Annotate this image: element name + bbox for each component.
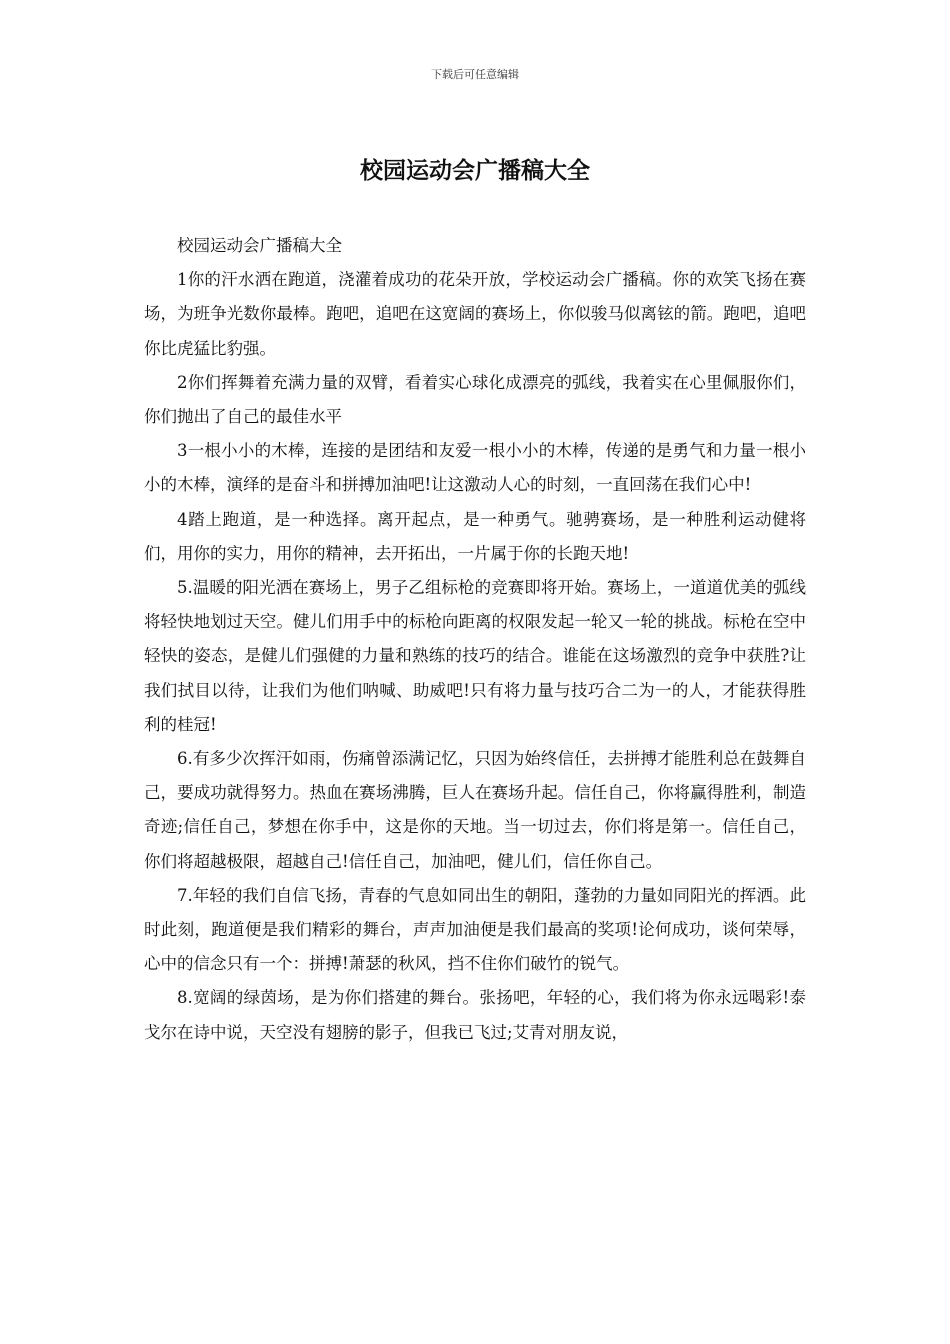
document-body	[144, 229, 806, 1050]
paragraph-8: 8.宽阔的绿茵场，是为你们搭建的舞台。张扬吧，年轻的心，我们将为你永远喝彩!泰戈尔在诗中说，天空没有翅膀的影子，但我已飞过;艾青对朋友说，	[144, 988, 806, 1042]
paragraph-6: 6.有多少次挥汗如雨，伤痛曾添满记忆，只因为始终信任，去拼搏才能胜利总在鼓舞自己，要成功就得努力。热血在赛场沸腾，巨人在赛场升起。信任自己，你将赢得胜利，制造奇迹;信任自己，梦想在你手中，这是你的天地。当一切过去，你们将是第一。信任自己，你们将超越极限，超越自己!信任自己，加油吧，健儿们，信任你自己。	[144, 749, 806, 871]
paragraph-4: 4踏上跑道，是一种选择。离开起点，是一种勇气。驰骋赛场，是一种胜利运动健将们，用你的实力，用你的精神，去开拓出，一片属于你的长跑天地!	[144, 509, 806, 563]
paragraph-1: 1你的汗水洒在跑道，浇灌着成功的花朵开放，学校运动会广播稿。你的欢笑飞扬在赛场，为班争光数你最棒。跑吧，追吧在这宽阔的赛场上，你似骏马似离铉的箭。跑吧，追吧你比虎猛比豹强。	[144, 270, 806, 358]
paragraph-7: 7.年轻的我们自信飞扬，青春的气息如同出生的朝阳，蓬勃的力量如同阳光的挥洒。此时此刻，跑道便是我们精彩的舞台，声声加油便是我们最高的奖项!论何成功，谈何荣辱，心中的信念只有一个：拼搏!萧瑟的秋风，挡不住你们破竹的锐气。	[144, 885, 806, 974]
paragraph-3: 3一根小小的木棒，连接的是团结和友爱一根小小的木棒，传递的是勇气和力量一根小小的木棒，演绎的是奋斗和拼搏加油吧!让这激动人心的时刻，一直回荡在我们心中!	[144, 441, 806, 495]
paragraph-subtitle: 校园运动会广播稿大全	[177, 236, 342, 255]
paragraph-2: 2你们挥舞着充满力量的双臂，看着实心球化成漂亮的弧线，我着实在心里佩服你们，你们抛出了自己的最佳水平	[144, 372, 806, 427]
document-title: 校园运动会广播稿大全	[360, 158, 590, 184]
header-note: 下载后可任意编辑	[431, 68, 519, 81]
paragraph-5: 5.温暖的阳光洒在赛场上，男子乙组标枪的竞赛即将开始。赛场上，一道道优美的弧线将轻快地划过天空。健儿们用手中的标枪向距离的权限发起一轮又一轮的挑战。标枪在空中轻快的姿态，是健儿们强健的力量和熟练的技巧的结合。谁能在这场激烈的竞争中获胜?让我们拭目以待，让我们为他们呐喊、助威吧!只有将力量与技巧合二为一的人，才能获得胜利的桂冠!	[144, 578, 806, 734]
